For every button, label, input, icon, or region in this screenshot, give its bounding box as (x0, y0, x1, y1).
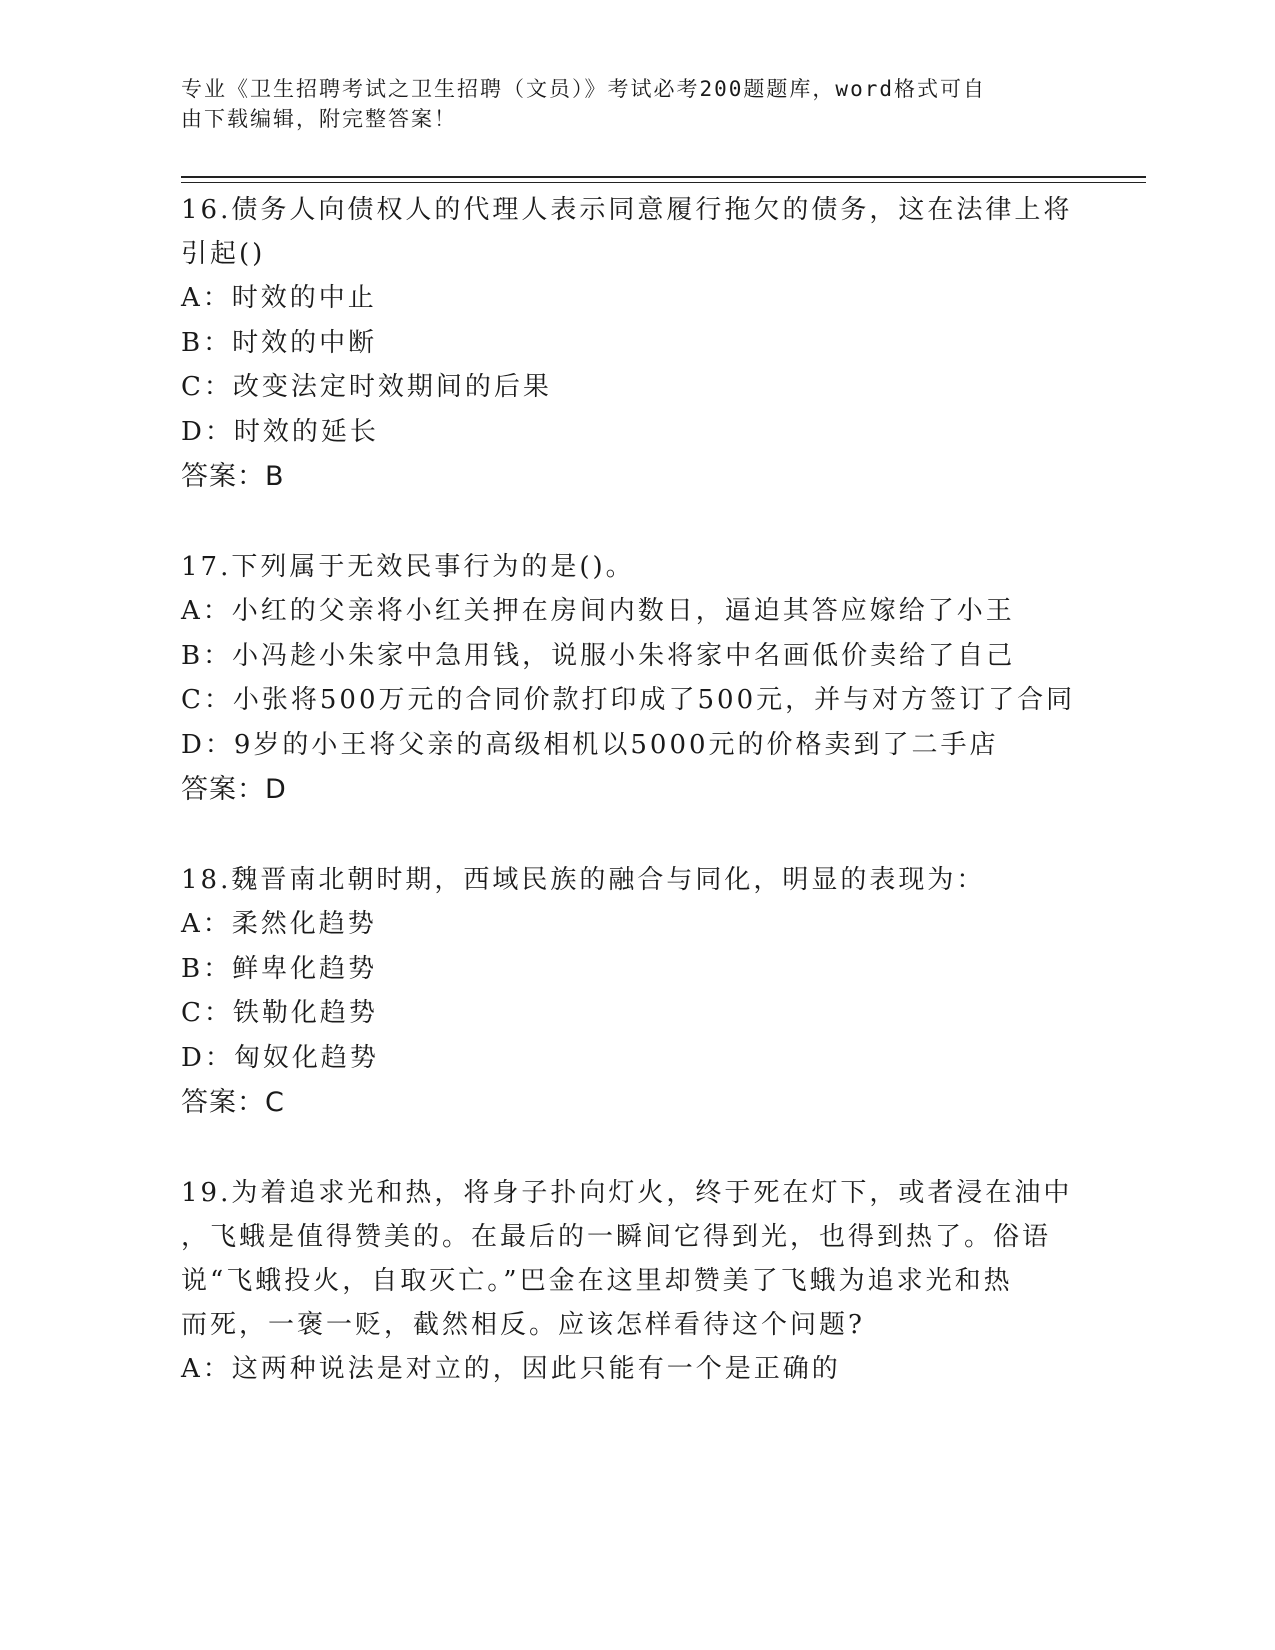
question-list (181, 188, 1081, 1437)
stem-line: 而死，一褒一贬，截然相反。应该怎样看待这个问题? (181, 1310, 865, 1340)
stem-line: 说“飞蛾投火，自取灭亡。”巴金在这里却赞美了飞蛾为追求光和热 (181, 1266, 1013, 1296)
option-a: A：时效的中止 (181, 283, 377, 313)
header-line-1: 专业《卫生招聘考试之卫生招聘（文员）》考试必考200题题库，word格式可自 (181, 77, 986, 101)
stem-line: 引起() (181, 239, 266, 269)
option-d: D：时效的延长 (181, 416, 379, 447)
question-stem (181, 188, 1081, 276)
question-stem (181, 858, 1081, 902)
stem-line: ，飞蛾是值得赞美的。在最后的一瞬间它得到光，也得到热了。俗语 (181, 1222, 1052, 1252)
option-c: C：小张将500万元的合同价款打印成了500元，并与对方签订了合同 (181, 685, 1076, 715)
option-b: B：鲜卑化趋势 (181, 953, 378, 984)
option-d: D：9岁的小王将父亲的高级相机以5000元的价格卖到了二手店 (181, 729, 999, 760)
option-b: B：时效的中断 (181, 327, 378, 358)
question-17 (181, 545, 1081, 813)
option-a: A：这两种说法是对立的，因此只能有一个是正确的 (181, 1354, 841, 1384)
stem-line: 19.为着追求光和热，将身子扑向灯火，终于死在灯下，或者浸在油中 (181, 1178, 1073, 1208)
question-19 (181, 1171, 1081, 1392)
stem-line: 17.下列属于无效民事行为的是()。 (181, 552, 635, 582)
answer: 答案：B (181, 461, 285, 492)
stem-line: 16.债务人向债权人的代理人表示同意履行拖欠的债务，这在法律上将 (181, 195, 1073, 225)
header-divider-thick (181, 176, 1146, 178)
question-18 (181, 858, 1081, 1126)
header-line-2: 由下载编辑，附完整答案！ (181, 107, 457, 131)
stem-line: 18.魏晋南北朝时期，西域民族的融合与同化，明显的表现为： (181, 865, 986, 895)
document-header (181, 74, 1061, 134)
option-a: A：小红的父亲将小红关押在房间内数日，逼迫其答应嫁给了小王 (181, 596, 1015, 626)
option-a: A：柔然化趋势 (181, 909, 377, 939)
answer: 答案：C (181, 1087, 285, 1118)
question-stem (181, 545, 1081, 589)
question-16 (181, 188, 1081, 500)
option-c: C：改变法定时效期间的后果 (181, 372, 552, 402)
header-divider-thin (181, 182, 1146, 183)
question-stem (181, 1171, 1081, 1347)
option-c: C：铁勒化趋势 (181, 998, 378, 1028)
option-d: D：匈奴化趋势 (181, 1042, 379, 1073)
answer: 答案：D (181, 774, 287, 805)
option-b: B：小冯趁小朱家中急用钱，说服小朱将家中名画低价卖给了自己 (181, 640, 1016, 671)
